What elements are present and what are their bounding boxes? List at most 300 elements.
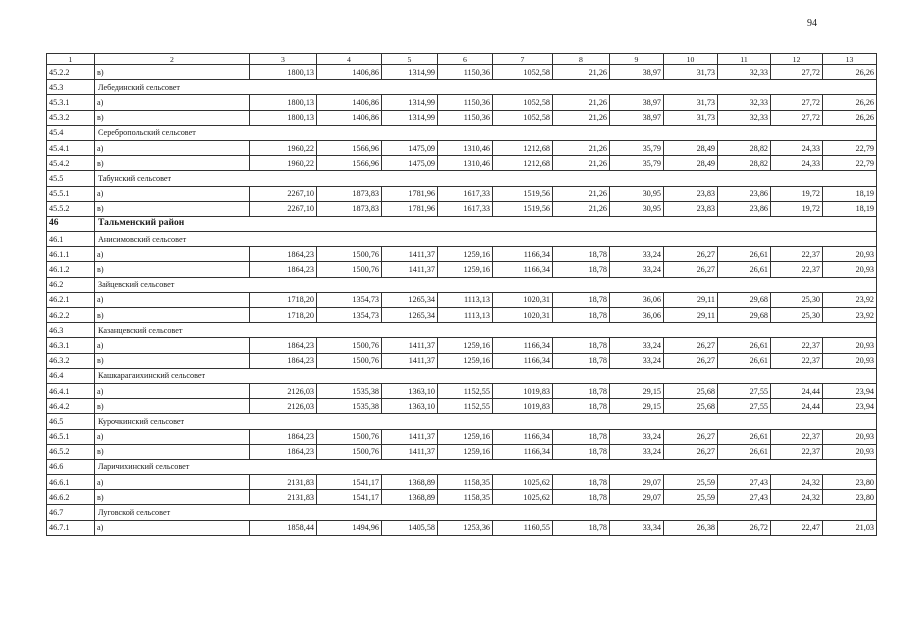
table-cell: 22,37 bbox=[771, 247, 823, 262]
row-subitem: в) bbox=[95, 444, 250, 459]
page-number: 94 bbox=[807, 18, 817, 29]
table-cell: 19,72 bbox=[771, 201, 823, 216]
table-cell: 1781,96 bbox=[382, 201, 438, 216]
row-id: 46.5.1 bbox=[47, 429, 95, 444]
table-cell: 18,78 bbox=[553, 399, 610, 414]
table-cell: 1152,55 bbox=[438, 399, 493, 414]
column-header: 2 bbox=[95, 54, 250, 65]
table-cell: 1166,34 bbox=[493, 444, 553, 459]
column-header: 11 bbox=[718, 54, 771, 65]
table-row bbox=[47, 95, 877, 110]
column-header: 13 bbox=[823, 54, 877, 65]
table-cell: 1310,46 bbox=[438, 156, 493, 171]
table-cell: 24,32 bbox=[771, 475, 823, 490]
table-cell: 1864,23 bbox=[250, 429, 317, 444]
table-cell: 18,19 bbox=[823, 201, 877, 216]
row-id: 46 bbox=[47, 216, 95, 231]
table-cell: 19,72 bbox=[771, 186, 823, 201]
table-cell: 1718,20 bbox=[250, 308, 317, 323]
table-cell: 1800,13 bbox=[250, 110, 317, 125]
row-id: 46.7 bbox=[47, 505, 95, 520]
table-cell: 1781,96 bbox=[382, 186, 438, 201]
table-cell: 26,27 bbox=[664, 262, 718, 277]
row-id: 46.4.2 bbox=[47, 399, 95, 414]
table-cell: 2131,83 bbox=[250, 490, 317, 505]
column-header: 10 bbox=[664, 54, 718, 65]
table-cell: 1363,10 bbox=[382, 383, 438, 398]
table-cell: 33,24 bbox=[610, 262, 664, 277]
table-cell: 21,03 bbox=[823, 520, 877, 535]
row-subitem: в) bbox=[95, 399, 250, 414]
row-id: 46.5 bbox=[47, 414, 95, 429]
table-cell: 23,94 bbox=[823, 383, 877, 398]
row-id: 46.3 bbox=[47, 323, 95, 338]
row-subitem: в) bbox=[95, 308, 250, 323]
table-cell: 18,78 bbox=[553, 262, 610, 277]
table-cell: 2267,10 bbox=[250, 201, 317, 216]
table-cell: 1494,96 bbox=[317, 520, 382, 535]
table-cell: 20,93 bbox=[823, 338, 877, 353]
table-cell: 1150,36 bbox=[438, 65, 493, 80]
table-row bbox=[47, 444, 877, 459]
table-row bbox=[47, 429, 877, 444]
table-cell: 38,97 bbox=[610, 95, 664, 110]
table-cell: 1259,16 bbox=[438, 247, 493, 262]
table-cell: 1166,34 bbox=[493, 262, 553, 277]
table-cell: 21,26 bbox=[553, 140, 610, 155]
table-cell: 1253,36 bbox=[438, 520, 493, 535]
section-row bbox=[47, 459, 877, 474]
table-cell: 25,59 bbox=[664, 475, 718, 490]
table-cell: 1411,37 bbox=[382, 444, 438, 459]
table-cell: 33,24 bbox=[610, 429, 664, 444]
section-name: Ларичихинский сельсовет bbox=[95, 459, 877, 474]
row-id: 46.4 bbox=[47, 368, 95, 383]
table-cell: 1858,44 bbox=[250, 520, 317, 535]
table-cell: 24,33 bbox=[771, 156, 823, 171]
data-table bbox=[46, 53, 877, 536]
section-name: Кашкарагаихинский сельсовет bbox=[95, 368, 877, 383]
table-cell: 26,61 bbox=[718, 247, 771, 262]
table-cell: 1406,86 bbox=[317, 110, 382, 125]
table-cell: 24,33 bbox=[771, 140, 823, 155]
row-id: 45.4.1 bbox=[47, 140, 95, 155]
table-cell: 26,38 bbox=[664, 520, 718, 535]
section-row bbox=[47, 323, 877, 338]
section-row bbox=[47, 414, 877, 429]
section-row bbox=[47, 368, 877, 383]
table-cell: 26,26 bbox=[823, 95, 877, 110]
table-cell: 1475,09 bbox=[382, 140, 438, 155]
table-cell: 30,95 bbox=[610, 186, 664, 201]
table-cell: 1314,99 bbox=[382, 95, 438, 110]
table-cell: 2131,83 bbox=[250, 475, 317, 490]
table-cell: 1158,35 bbox=[438, 490, 493, 505]
table-cell: 26,27 bbox=[664, 247, 718, 262]
table-cell: 1166,34 bbox=[493, 353, 553, 368]
table-cell: 27,55 bbox=[718, 399, 771, 414]
row-id: 46.2 bbox=[47, 277, 95, 292]
table-cell: 27,72 bbox=[771, 95, 823, 110]
row-id: 46.2.1 bbox=[47, 292, 95, 307]
table-cell: 1212,68 bbox=[493, 156, 553, 171]
table-cell: 1052,58 bbox=[493, 110, 553, 125]
table-cell: 22,47 bbox=[771, 520, 823, 535]
row-subitem: а) bbox=[95, 292, 250, 307]
table-cell: 21,26 bbox=[553, 186, 610, 201]
table-cell: 22,37 bbox=[771, 429, 823, 444]
table-cell: 29,07 bbox=[610, 490, 664, 505]
row-subitem: в) bbox=[95, 353, 250, 368]
table-cell: 1259,16 bbox=[438, 429, 493, 444]
header-row bbox=[47, 54, 877, 65]
table-cell: 1718,20 bbox=[250, 292, 317, 307]
table-cell: 1519,56 bbox=[493, 186, 553, 201]
table-cell: 21,26 bbox=[553, 95, 610, 110]
table-cell: 33,24 bbox=[610, 444, 664, 459]
table-cell: 21,26 bbox=[553, 65, 610, 80]
table-cell: 2126,03 bbox=[250, 399, 317, 414]
table-cell: 30,95 bbox=[610, 201, 664, 216]
row-id: 46.6 bbox=[47, 459, 95, 474]
table-cell: 1411,37 bbox=[382, 429, 438, 444]
table-cell: 1500,76 bbox=[317, 353, 382, 368]
district-name: Тальменский район bbox=[95, 216, 877, 231]
table-cell: 22,37 bbox=[771, 444, 823, 459]
table-cell: 25,68 bbox=[664, 399, 718, 414]
table-cell: 36,06 bbox=[610, 308, 664, 323]
row-subitem: а) bbox=[95, 186, 250, 201]
table-cell: 1873,83 bbox=[317, 201, 382, 216]
table-cell: 31,73 bbox=[664, 110, 718, 125]
table-cell: 1314,99 bbox=[382, 65, 438, 80]
table-cell: 22,37 bbox=[771, 353, 823, 368]
table-cell: 1158,35 bbox=[438, 475, 493, 490]
table-cell: 18,78 bbox=[553, 383, 610, 398]
row-id: 46.1.1 bbox=[47, 247, 95, 262]
table-cell: 1354,73 bbox=[317, 292, 382, 307]
table-cell: 26,61 bbox=[718, 353, 771, 368]
row-subitem: а) bbox=[95, 475, 250, 490]
row-id: 46.1 bbox=[47, 232, 95, 247]
table-row bbox=[47, 292, 877, 307]
table-row bbox=[47, 262, 877, 277]
table-cell: 25,68 bbox=[664, 383, 718, 398]
table-cell: 26,61 bbox=[718, 338, 771, 353]
district-row bbox=[47, 216, 877, 231]
table-cell: 1800,13 bbox=[250, 95, 317, 110]
table-cell: 26,27 bbox=[664, 353, 718, 368]
table-cell: 23,83 bbox=[664, 186, 718, 201]
table-cell: 1019,83 bbox=[493, 399, 553, 414]
section-name: Серебропольский сельсовет bbox=[95, 125, 877, 140]
table-row bbox=[47, 201, 877, 216]
table-cell: 1406,86 bbox=[317, 95, 382, 110]
table-cell: 26,27 bbox=[664, 429, 718, 444]
table-cell: 1259,16 bbox=[438, 444, 493, 459]
table-cell: 26,27 bbox=[664, 338, 718, 353]
table-cell: 18,78 bbox=[553, 444, 610, 459]
table-cell: 1212,68 bbox=[493, 140, 553, 155]
row-id: 46.3.1 bbox=[47, 338, 95, 353]
table-cell: 23,86 bbox=[718, 186, 771, 201]
table-cell: 29,11 bbox=[664, 292, 718, 307]
table-cell: 1411,37 bbox=[382, 338, 438, 353]
table-cell: 18,78 bbox=[553, 308, 610, 323]
row-subitem: в) bbox=[95, 490, 250, 505]
table-row bbox=[47, 520, 877, 535]
row-id: 46.6.2 bbox=[47, 490, 95, 505]
table-cell: 1541,17 bbox=[317, 475, 382, 490]
table-cell: 1052,58 bbox=[493, 95, 553, 110]
table-cell: 26,72 bbox=[718, 520, 771, 535]
table-cell: 1150,36 bbox=[438, 110, 493, 125]
table-cell: 36,06 bbox=[610, 292, 664, 307]
row-id: 46.2.2 bbox=[47, 308, 95, 323]
table-cell: 1160,55 bbox=[493, 520, 553, 535]
table-cell: 33,24 bbox=[610, 247, 664, 262]
row-id: 46.3.2 bbox=[47, 353, 95, 368]
row-subitem: а) bbox=[95, 140, 250, 155]
table-cell: 2126,03 bbox=[250, 383, 317, 398]
column-header: 4 bbox=[317, 54, 382, 65]
table-cell: 21,26 bbox=[553, 201, 610, 216]
table-cell: 1500,76 bbox=[317, 429, 382, 444]
table-cell: 18,78 bbox=[553, 475, 610, 490]
table-cell: 29,07 bbox=[610, 475, 664, 490]
table-row bbox=[47, 383, 877, 398]
section-row bbox=[47, 277, 877, 292]
table-cell: 28,49 bbox=[664, 140, 718, 155]
table-cell: 1363,10 bbox=[382, 399, 438, 414]
table-cell: 28,82 bbox=[718, 156, 771, 171]
table-cell: 20,93 bbox=[823, 353, 877, 368]
table-cell: 31,73 bbox=[664, 95, 718, 110]
table-cell: 23,80 bbox=[823, 475, 877, 490]
table-cell: 1025,62 bbox=[493, 490, 553, 505]
row-subitem: а) bbox=[95, 383, 250, 398]
table-cell: 1020,31 bbox=[493, 292, 553, 307]
table-cell: 1025,62 bbox=[493, 475, 553, 490]
table-cell: 20,93 bbox=[823, 262, 877, 277]
table-cell: 1500,76 bbox=[317, 338, 382, 353]
table-cell: 26,26 bbox=[823, 65, 877, 80]
row-subitem: а) bbox=[95, 429, 250, 444]
row-subitem: а) bbox=[95, 95, 250, 110]
section-name: Анисимовский сельсовет bbox=[95, 232, 877, 247]
table-cell: 26,61 bbox=[718, 429, 771, 444]
table-cell: 18,78 bbox=[553, 490, 610, 505]
table-cell: 29,15 bbox=[610, 383, 664, 398]
table-row bbox=[47, 308, 877, 323]
table-cell: 18,78 bbox=[553, 292, 610, 307]
column-header: 1 bbox=[47, 54, 95, 65]
table-cell: 1566,96 bbox=[317, 156, 382, 171]
table-cell: 1052,58 bbox=[493, 65, 553, 80]
table-cell: 18,78 bbox=[553, 520, 610, 535]
table-cell: 1259,16 bbox=[438, 338, 493, 353]
table-cell: 1265,34 bbox=[382, 308, 438, 323]
table-body bbox=[47, 65, 877, 536]
table-cell: 25,30 bbox=[771, 308, 823, 323]
table-cell: 25,30 bbox=[771, 292, 823, 307]
table-cell: 20,93 bbox=[823, 247, 877, 262]
column-header: 8 bbox=[553, 54, 610, 65]
table-row bbox=[47, 338, 877, 353]
section-row bbox=[47, 171, 877, 186]
row-id: 45.4.2 bbox=[47, 156, 95, 171]
table-cell: 20,93 bbox=[823, 444, 877, 459]
table-cell: 1411,37 bbox=[382, 247, 438, 262]
table-cell: 22,37 bbox=[771, 262, 823, 277]
row-subitem: а) bbox=[95, 247, 250, 262]
table-cell: 1873,83 bbox=[317, 186, 382, 201]
table-cell: 1259,16 bbox=[438, 262, 493, 277]
table-cell: 31,73 bbox=[664, 65, 718, 80]
table-cell: 1259,16 bbox=[438, 353, 493, 368]
row-subitem: а) bbox=[95, 338, 250, 353]
table-row bbox=[47, 247, 877, 262]
table-cell: 27,72 bbox=[771, 65, 823, 80]
table-cell: 1475,09 bbox=[382, 156, 438, 171]
table-cell: 27,72 bbox=[771, 110, 823, 125]
table-cell: 21,26 bbox=[553, 110, 610, 125]
table-cell: 1411,37 bbox=[382, 262, 438, 277]
table-cell: 1310,46 bbox=[438, 140, 493, 155]
table-cell: 18,78 bbox=[553, 353, 610, 368]
table-cell: 1166,34 bbox=[493, 247, 553, 262]
table-cell: 18,78 bbox=[553, 338, 610, 353]
column-header: 9 bbox=[610, 54, 664, 65]
column-header: 7 bbox=[493, 54, 553, 65]
table-cell: 24,44 bbox=[771, 399, 823, 414]
row-id: 45.5 bbox=[47, 171, 95, 186]
table-cell: 32,33 bbox=[718, 110, 771, 125]
row-id: 45.5.1 bbox=[47, 186, 95, 201]
column-header: 6 bbox=[438, 54, 493, 65]
row-id: 46.5.2 bbox=[47, 444, 95, 459]
table-cell: 38,97 bbox=[610, 110, 664, 125]
table-cell: 24,32 bbox=[771, 490, 823, 505]
table-cell: 33,34 bbox=[610, 520, 664, 535]
table-row bbox=[47, 65, 877, 80]
table-cell: 20,93 bbox=[823, 429, 877, 444]
section-row bbox=[47, 232, 877, 247]
table-cell: 1113,13 bbox=[438, 308, 493, 323]
table-cell: 1566,96 bbox=[317, 140, 382, 155]
table-cell: 1314,99 bbox=[382, 110, 438, 125]
section-name: Луговской сельсовет bbox=[95, 505, 877, 520]
table-cell: 23,86 bbox=[718, 201, 771, 216]
table-cell: 18,19 bbox=[823, 186, 877, 201]
row-subitem: в) bbox=[95, 201, 250, 216]
table-cell: 33,24 bbox=[610, 353, 664, 368]
table-cell: 1166,34 bbox=[493, 429, 553, 444]
column-header: 12 bbox=[771, 54, 823, 65]
table-cell: 1354,73 bbox=[317, 308, 382, 323]
table-cell: 1864,23 bbox=[250, 262, 317, 277]
table-row bbox=[47, 475, 877, 490]
table-cell: 29,68 bbox=[718, 292, 771, 307]
row-id: 45.3.1 bbox=[47, 95, 95, 110]
section-row bbox=[47, 80, 877, 95]
table-cell: 1406,86 bbox=[317, 65, 382, 80]
table-cell: 26,61 bbox=[718, 444, 771, 459]
section-name: Курочкинский сельсовет bbox=[95, 414, 877, 429]
row-id: 45.2.2 bbox=[47, 65, 95, 80]
table-cell: 25,59 bbox=[664, 490, 718, 505]
table-cell: 1150,36 bbox=[438, 95, 493, 110]
table-cell: 1864,23 bbox=[250, 247, 317, 262]
table-cell: 1500,76 bbox=[317, 262, 382, 277]
table-cell: 1519,56 bbox=[493, 201, 553, 216]
row-id: 45.4 bbox=[47, 125, 95, 140]
table-cell: 23,80 bbox=[823, 490, 877, 505]
section-name: Лебединский сельсовет bbox=[95, 80, 877, 95]
table-cell: 22,79 bbox=[823, 156, 877, 171]
table-cell: 1020,31 bbox=[493, 308, 553, 323]
table-cell: 26,26 bbox=[823, 110, 877, 125]
table-cell: 28,82 bbox=[718, 140, 771, 155]
table-cell: 1541,17 bbox=[317, 490, 382, 505]
table-cell: 1166,34 bbox=[493, 338, 553, 353]
table-cell: 1960,22 bbox=[250, 156, 317, 171]
row-subitem: в) bbox=[95, 156, 250, 171]
table-cell: 18,78 bbox=[553, 247, 610, 262]
row-id: 46.7.1 bbox=[47, 520, 95, 535]
column-header: 5 bbox=[382, 54, 438, 65]
table-cell: 1411,37 bbox=[382, 353, 438, 368]
table-cell: 1864,23 bbox=[250, 444, 317, 459]
table-cell: 1535,38 bbox=[317, 383, 382, 398]
table-cell: 1500,76 bbox=[317, 444, 382, 459]
table-cell: 24,44 bbox=[771, 383, 823, 398]
table-cell: 1617,33 bbox=[438, 201, 493, 216]
table-cell: 27,43 bbox=[718, 475, 771, 490]
table-cell: 35,79 bbox=[610, 156, 664, 171]
table-cell: 38,97 bbox=[610, 65, 664, 80]
table-row bbox=[47, 399, 877, 414]
table-cell: 29,68 bbox=[718, 308, 771, 323]
table-cell: 23,83 bbox=[664, 201, 718, 216]
table-cell: 1864,23 bbox=[250, 338, 317, 353]
table-cell: 1152,55 bbox=[438, 383, 493, 398]
table-cell: 26,27 bbox=[664, 444, 718, 459]
table-cell: 1113,13 bbox=[438, 292, 493, 307]
table-cell: 1500,76 bbox=[317, 247, 382, 262]
table-cell: 1617,33 bbox=[438, 186, 493, 201]
table-row bbox=[47, 353, 877, 368]
section-row bbox=[47, 125, 877, 140]
table-cell: 28,49 bbox=[664, 156, 718, 171]
row-id: 45.5.2 bbox=[47, 201, 95, 216]
table-cell: 32,33 bbox=[718, 65, 771, 80]
table-cell: 1368,89 bbox=[382, 475, 438, 490]
table-cell: 23,92 bbox=[823, 308, 877, 323]
table-row bbox=[47, 156, 877, 171]
table-cell: 1960,22 bbox=[250, 140, 317, 155]
row-subitem: в) bbox=[95, 65, 250, 80]
table-cell: 1535,38 bbox=[317, 399, 382, 414]
column-header: 3 bbox=[250, 54, 317, 65]
section-name: Табунский сельсовет bbox=[95, 171, 877, 186]
table-cell: 1265,34 bbox=[382, 292, 438, 307]
table-cell: 35,79 bbox=[610, 140, 664, 155]
table-row bbox=[47, 490, 877, 505]
table-cell: 23,92 bbox=[823, 292, 877, 307]
row-id: 46.4.1 bbox=[47, 383, 95, 398]
table-cell: 26,61 bbox=[718, 262, 771, 277]
